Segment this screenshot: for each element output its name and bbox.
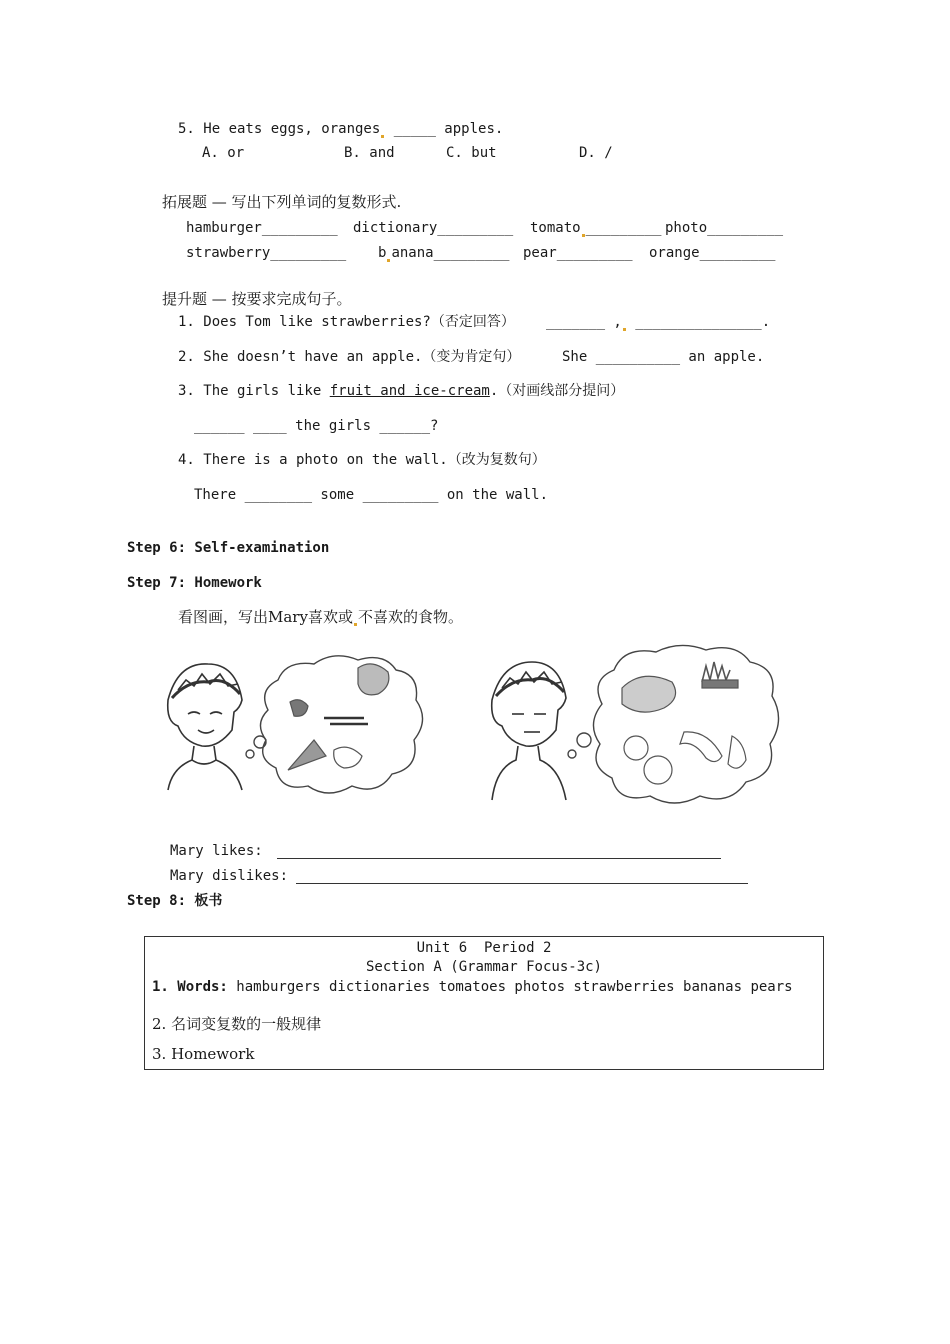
step-6-heading: Step 6: Self-examination: [127, 540, 330, 556]
q5-option-a: A. or: [202, 145, 245, 161]
plural-strawberry: strawberry_________: [186, 245, 347, 261]
plural-banana: b anana_________: [378, 245, 510, 261]
q5-stem: 5. He eats eggs, oranges _____ apples.: [178, 121, 504, 137]
blackboard-box: [144, 936, 824, 1070]
sentence-4-answer: There ________ some _________ on the wall.: [194, 487, 549, 503]
food-items-icon: [288, 664, 389, 770]
mary-likes-answer-line[interactable]: [277, 857, 721, 859]
mary-likes-illustration: [158, 650, 438, 800]
mark-dot: [623, 328, 626, 331]
plural-photo: photo_________: [665, 220, 784, 236]
sentence-3: 3. The girls like fruit and ice-cream.（对画线部分提问）: [178, 383, 625, 399]
mary-dislikes-label: Mary dislikes:: [170, 868, 289, 884]
extension-heading: 拓展题 — 写出下列单词的复数形式.: [162, 193, 402, 211]
plural-pear: pear_________: [523, 245, 633, 261]
thought-bubble-icon: [568, 645, 779, 803]
food-items-icon: [622, 662, 746, 784]
mark-dot: [381, 135, 384, 138]
mary-dislikes-answer-line[interactable]: [296, 882, 748, 884]
underlined-phrase: fruit and ice-cream: [329, 383, 490, 399]
sentence-4: 4. There is a photo on the wall.（改为复数句）: [178, 452, 546, 468]
board-item-3: 3. Homework: [152, 1045, 255, 1063]
board-item-1: 1. Words: hamburgers dictionaries tomatoes photos strawberries bananas pears: [152, 979, 793, 995]
step-7-heading: Step 7: Homework: [127, 575, 262, 591]
plural-orange: orange_________: [649, 245, 776, 261]
homework-instruction: 看图画，写出Mary喜欢或 不喜欢的食物。: [178, 608, 463, 626]
q5-option-c: C. but: [446, 145, 497, 161]
improve-heading: 提升题 — 按要求完成句子。: [162, 290, 352, 308]
sentence-2-answer: She __________ an apple.: [562, 349, 765, 365]
plural-tomato: tomato _________: [530, 220, 662, 236]
plural-dictionary: dictionary_________: [353, 220, 514, 236]
sentence-2: 2. She doesn’t have an apple.（变为肯定句）: [178, 349, 521, 365]
sentence-1: 1. Does Tom like strawberries?（否定回答）: [178, 314, 515, 330]
mary-dislikes-illustration: [488, 640, 788, 810]
sentence-3-answer: ______ ____ the girls ______?: [194, 418, 439, 434]
step-8-heading: Step 8: 板书: [127, 893, 223, 909]
board-title-1: Unit 6 Period 2: [416, 940, 552, 956]
mark-dot: [582, 234, 585, 237]
mary-likes-label: Mary likes:: [170, 843, 263, 859]
board-item-2: 2. 名词变复数的一般规律: [152, 1015, 322, 1033]
sentence-1-answer: _______ , _______________.: [546, 314, 771, 330]
girl-happy-icon: [168, 664, 242, 790]
plural-hamburger: hamburger_________: [186, 220, 338, 236]
mark-dot: [354, 623, 357, 626]
q5-option-b: B. and: [344, 145, 395, 161]
board-title-2: Section A (Grammar Focus-3c): [365, 959, 602, 975]
mark-dot: [387, 259, 390, 262]
girl-unhappy-icon: [492, 662, 566, 800]
q5-option-d: D. /: [579, 145, 613, 161]
